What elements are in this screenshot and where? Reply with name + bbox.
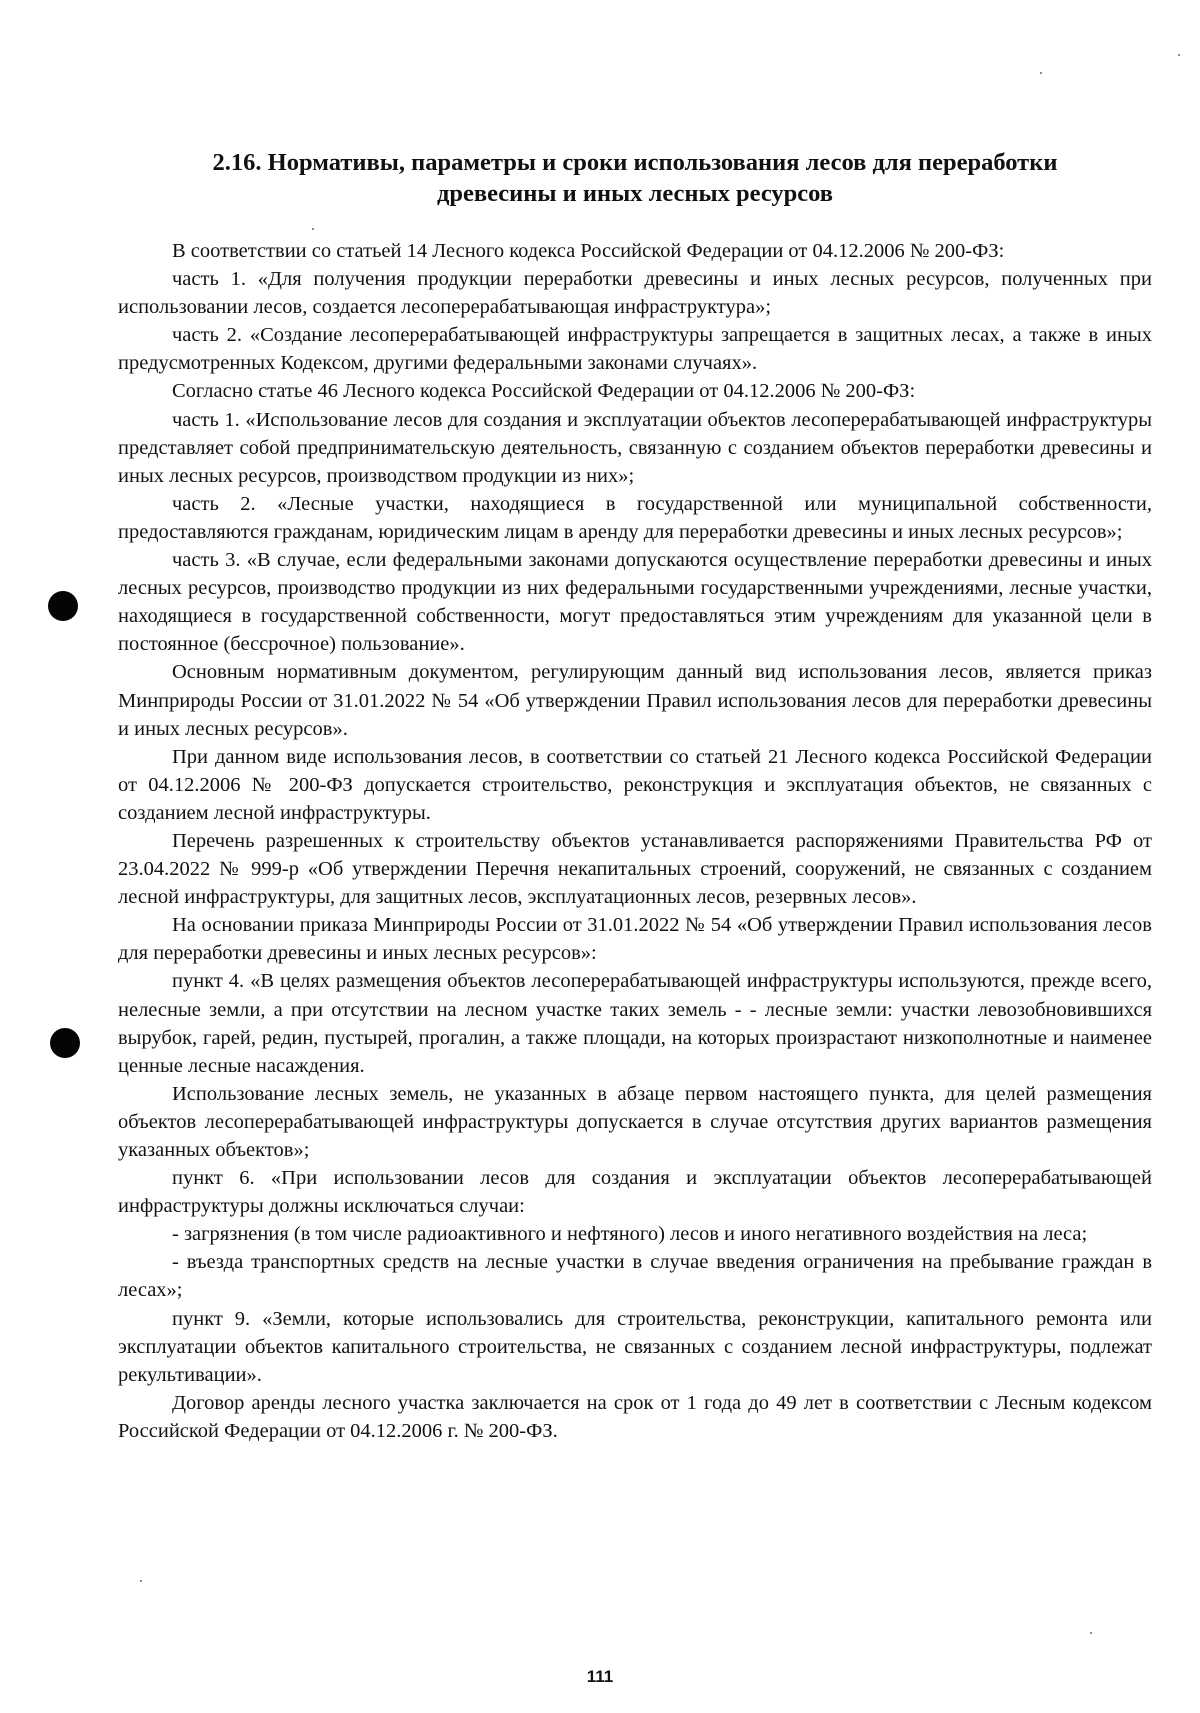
scan-speck (1040, 72, 1042, 74)
scan-speck (312, 228, 314, 230)
paragraph: пункт 9. «Земли, которые использовались для строительства, реконструкции, капитального ремонта или эксплуатации объектов капитального строительства, не связанных с созданием лесной инфраструктуры, подлежат рекультивации». (118, 1307, 1152, 1386)
paragraph: часть 2. «Создание лесоперерабатывающей инфраструктуры запрещается в защитных лесах, а также в иных предусмотренных Кодексом, другими федеральными законами случаях». (118, 324, 1152, 375)
scan-speck (140, 1580, 142, 1582)
paragraph: часть 1. «Использование лесов для создания и эксплуатации объектов лесоперерабатывающей инфраструктуры представляет собой предпринимательскую деятельность, связанную с созданием объектов переработки древесины и иных лесных ресурсов, производством продукции из них»; (118, 408, 1152, 487)
paragraph: Перечень разрешенных к строительству объектов устанавливается распоряжениями Правительства РФ от 23.04.2022 № 999-р «Об утверждении Перечня некапитальных строений, сооружений, не связанных с созданием лесной инфраструктуры, для защитных лесов, эксплуатационных лесов, резервных лесов». (118, 829, 1152, 909)
paragraph: - загрязнения (в том числе радиоактивного и нефтяного) лесов и иного негативного воздействия на леса; (172, 1223, 1088, 1246)
section-title (120, 147, 1150, 209)
punch-hole (50, 1028, 80, 1058)
paragraph: часть 3. «В случае, если федеральными законами допускаются осуществление переработки древесины и иных лесных ресурсов, производство продукции из них федеральными государственными учреждениями, лесные участки, находящиеся в государственной собственности, могут предоставляться этим учреждениям для указанной цели в постоянное (бессрочное) пользование». (118, 549, 1152, 656)
document-body (118, 237, 1152, 1445)
paragraph: пункт 6. «При использовании лесов для создания и эксплуатации объектов лесоперерабатывающей инфраструктуры должны исключаться случаи: (118, 1167, 1152, 1218)
paragraph: При данном виде использования лесов, в соответствии со статьей 21 Лесного кодекса Российской Федерации от 04.12.2006 № 200-ФЗ допускается строительство, реконструкция и эксплуатация объектов, не связанных с созданием лесной инфраструктуры. (118, 745, 1152, 824)
paragraph: Использование лесных земель, не указанных в абзаце первом настоящего пункта, для целей размещения объектов лесоперерабатывающей инфраструктуры допускается в случае отсутствия других вариантов размещения указанных объектов»; (118, 1082, 1152, 1161)
paragraph: Основным нормативным документом, регулирующим данный вид использования лесов, является приказ Минприроды России от 31.01.2022 № 54 «Об утверждении Правил использования лесов для переработки древесины и иных лесных ресурсов». (118, 661, 1152, 740)
paragraph: часть 1. «Для получения продукции переработки древесины и иных лесных ресурсов, полученных при использовании лесов, создается лесоперерабатывающая инфраструктура»; (118, 268, 1152, 319)
scan-speck (1178, 54, 1180, 56)
paragraph: На основании приказа Минприроды России от 31.01.2022 № 54 «Об утверждении Правил использования лесов для переработки древесины и иных лесных ресурсов»: (118, 914, 1152, 965)
paragraph: пункт 4. «В целях размещения объектов лесоперерабатывающей инфраструктуры используются, прежде всего, нелесные земли, а при отсутствии на лесном участке таких земель - - лесные земли: участки левозобновившихся вырубок, гарей, редин, пустырей, прогалин, а также площади, на которых произрастают низкополнотные и наименее ценные лесные насаждения. (118, 970, 1152, 1077)
section-title-line-2: древесины и иных лесных ресурсов (436, 180, 834, 207)
paragraph: В соответствии со статьей 14 Лесного кодекса Российской Федерации от 04.12.2006 № 200-ФЗ: (172, 240, 1005, 262)
scan-speck (1090, 1632, 1092, 1634)
paragraph: часть 2. «Лесные участки, находящиеся в государственной или муниципальной собственности, предоставляются гражданам, юридическим лицам в аренду для переработки древесины и иных лесных ресурсов»; (118, 492, 1152, 543)
paragraph: Согласно статье 46 Лесного кодекса Российской Федерации от 04.12.2006 № 200-ФЗ: (172, 380, 916, 403)
page-number: 111 (586, 1667, 614, 1686)
paragraph: Договор аренды лесного участка заключается на срок от 1 года до 49 лет в соответствии с Лесным кодексом Российской Федерации от 04.12.2006 г. № 200-ФЗ. (118, 1391, 1152, 1442)
paragraph: - въезда транспортных средств на лесные участки в случае введения ограничения на пребывание граждан в лесах»; (118, 1251, 1152, 1302)
section-title-line-1: 2.16. Нормативы, параметры и сроки использования лесов для переработки (212, 149, 1058, 176)
punch-hole (48, 591, 78, 621)
